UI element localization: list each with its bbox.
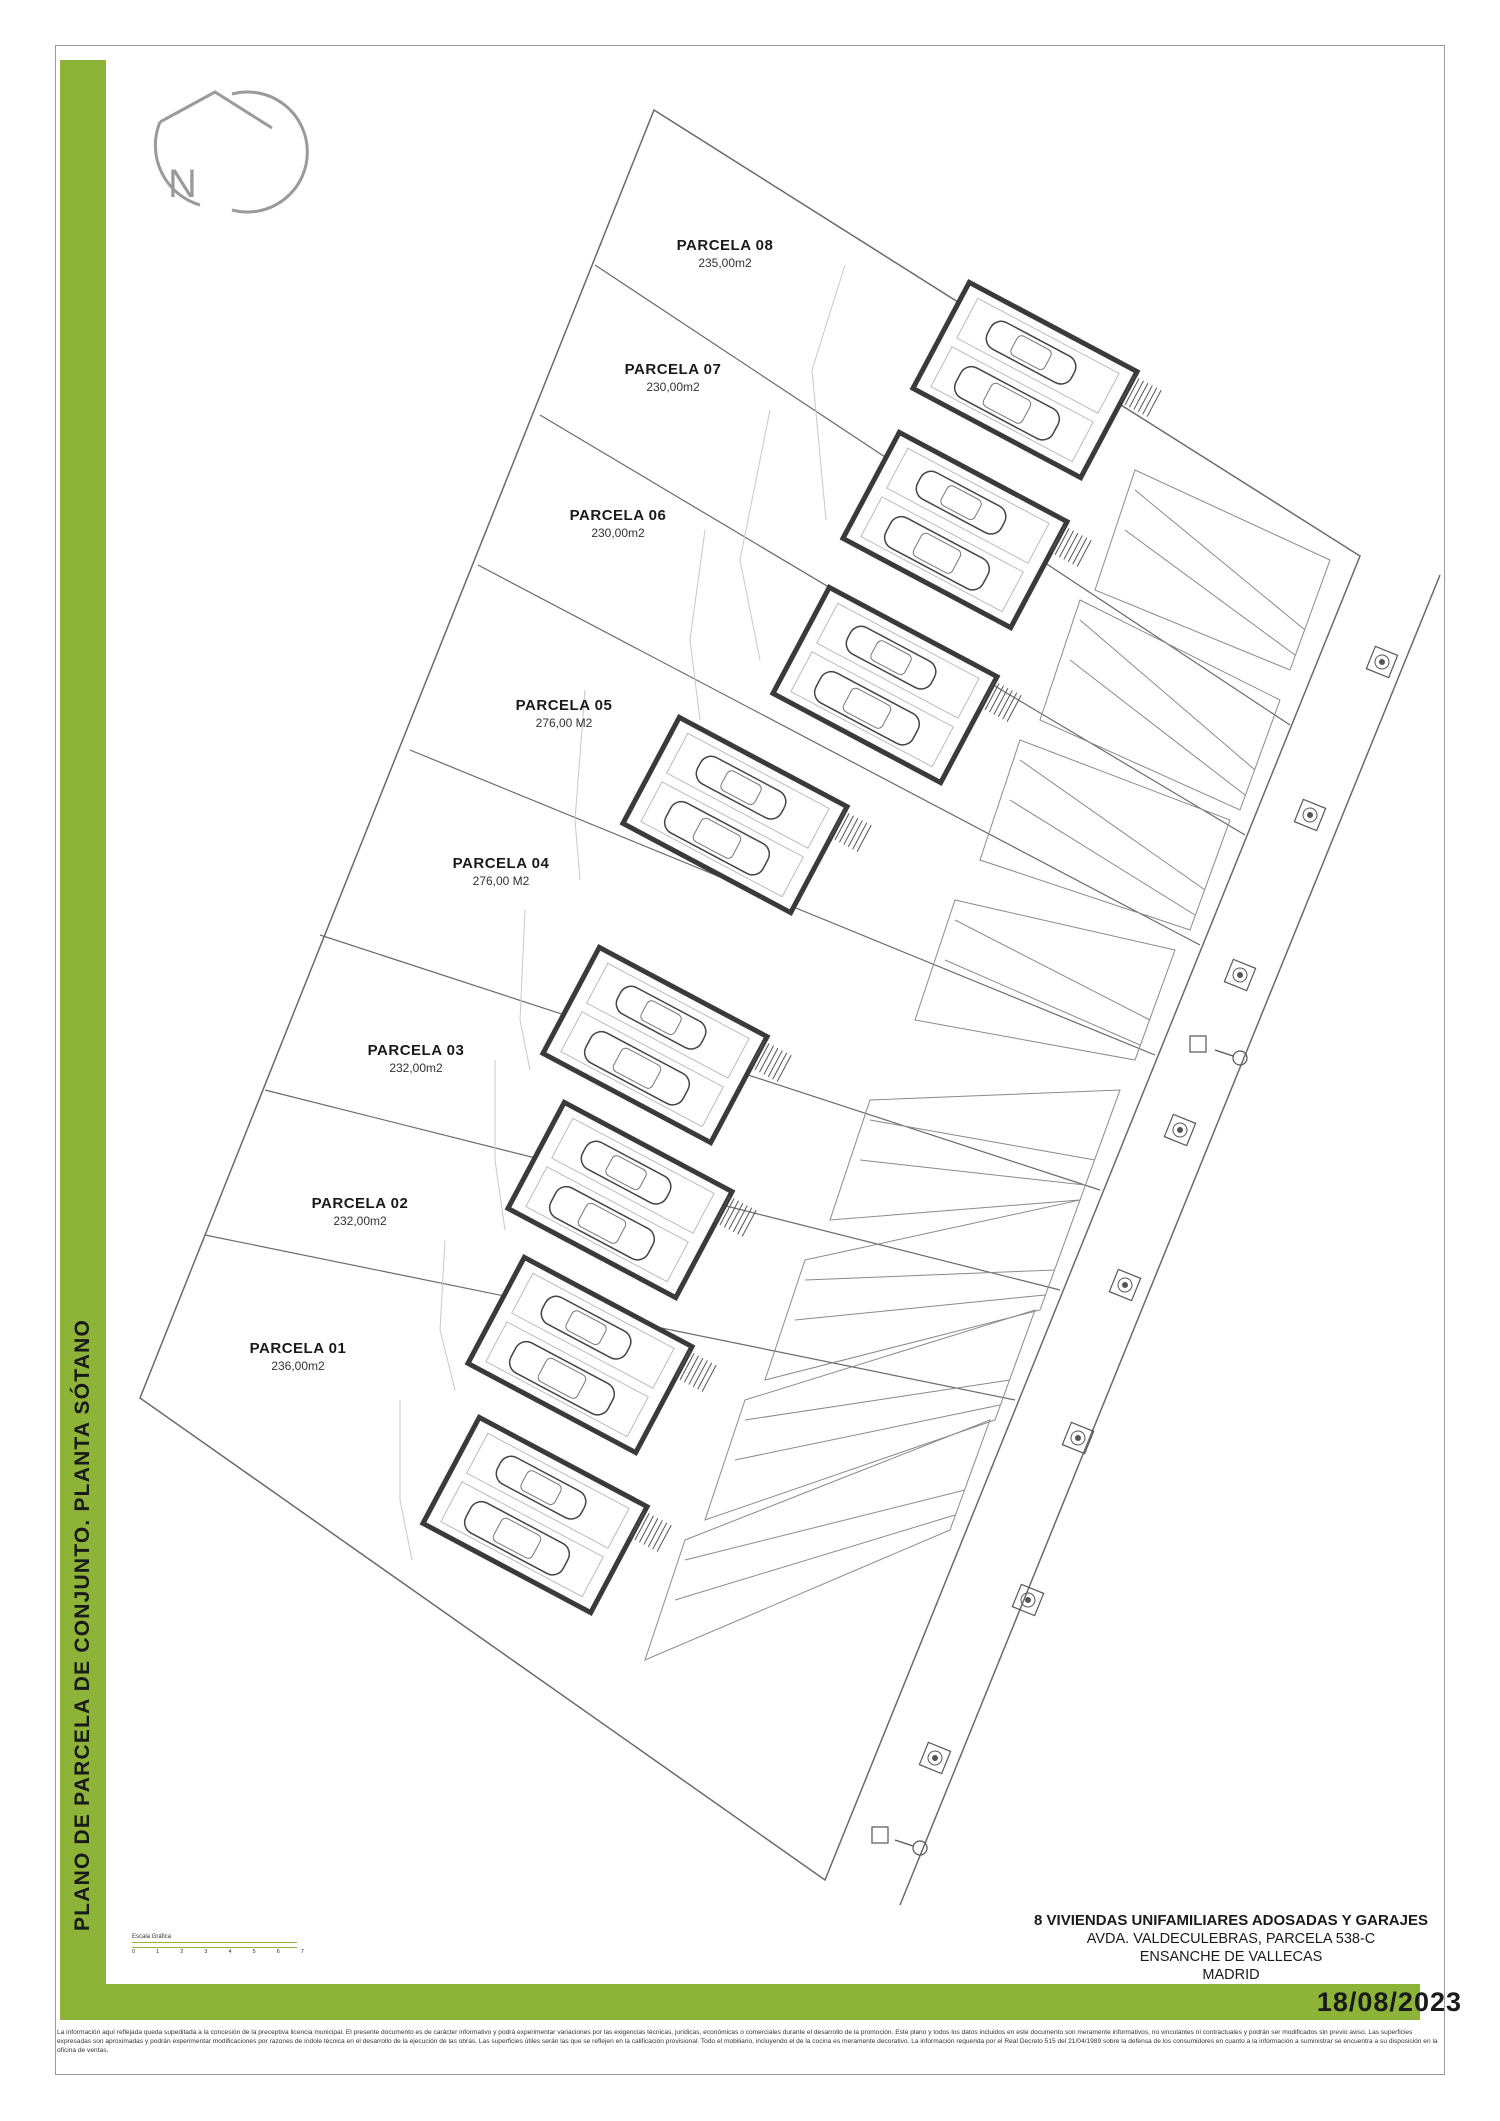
stair-step xyxy=(648,1520,662,1546)
stair-step xyxy=(777,1055,791,1081)
stair-step xyxy=(1073,538,1087,564)
tree-icon xyxy=(1109,1269,1140,1300)
project-address: AVDA. VALDECULEBRAS, PARCELA 538-C xyxy=(1086,1931,1376,1947)
ramp-hatch xyxy=(860,1160,1085,1185)
stair-step xyxy=(994,688,1008,714)
stair-step xyxy=(742,1210,756,1236)
ramp-hatch xyxy=(955,920,1150,1020)
parcel-area: 235,00m2 xyxy=(698,256,752,270)
stair-step xyxy=(768,1050,782,1076)
stair-step xyxy=(857,825,871,851)
stair-step xyxy=(702,1365,716,1391)
ramp-hatch xyxy=(1135,490,1305,630)
parcel-area: 232,00m2 xyxy=(389,1061,443,1075)
stair-step xyxy=(1077,540,1091,566)
stair-step xyxy=(844,818,858,844)
ramp-hatch xyxy=(745,1380,1010,1420)
stair-step xyxy=(644,1518,658,1544)
date-band xyxy=(60,1984,1420,2020)
ramp xyxy=(1040,600,1280,810)
street-bollard-icon xyxy=(872,1827,888,1843)
parcel-area: 230,00m2 xyxy=(646,380,700,394)
parcel-label: PARCELA 01 xyxy=(249,1340,347,1357)
stair-step xyxy=(693,1360,707,1386)
project-title: 8 VIVIENDAS UNIFAMILIARES ADOSADAS Y GARAJES xyxy=(1034,1912,1428,1929)
parcel-label: PARCELA 03 xyxy=(367,1042,465,1059)
scale-label: Escala Gráfica xyxy=(132,1934,172,1940)
parcel-label: PARCELA 02 xyxy=(311,1195,409,1212)
graphic-scale xyxy=(132,1934,302,1958)
north-logo-icon xyxy=(155,92,307,212)
stair-step xyxy=(1007,695,1021,721)
parcel-area: 276,00 M2 xyxy=(535,716,593,730)
stair-step xyxy=(1003,693,1017,719)
parcel-area: 276,00 M2 xyxy=(472,874,530,888)
ramp xyxy=(765,1200,1080,1380)
north-letter: N xyxy=(168,162,197,206)
stair-step xyxy=(1138,385,1152,411)
project-info xyxy=(1034,1912,1428,1984)
parcel-label: PARCELA 04 xyxy=(452,855,550,872)
ramp xyxy=(915,900,1175,1060)
plan-date: 18/08/2023 xyxy=(1316,1987,1462,2017)
stair-step xyxy=(689,1358,703,1384)
garage-wall xyxy=(623,717,847,912)
legal-disclaimer: La información aquí reflejada queda supeditada a la concesión de la preceptiva licencia municipal. El presente documento es de carácter informativo y podrá experimentar variaciones por las exigencias técnicas, jurídicas, económicas o comerciales durante el desarrollo de la promoción. Este plano y todos los datos incluidos en este documento son meramente informativos, no vinculantes ni contractuales y podrán ser modificados sin previo aviso. Las superficies expresadas son aproximadas y podrán experimentar modificaciones por razones de índole técnica en el desarrollo de la ejecución de las obras. Las superficies útiles serán las que se reflejen en la calificación provisional. Todo el mobiliario, incluyendo el de la cocina es meramente decorativo. La información requerida por el Real Decreto 515 del 21/04/1989 sobre la defensa de los consumidores en cuanto a la información a suministrar se encuentra a su disposición en la oficina de ventas. xyxy=(57,2029,1438,2054)
tree-icon xyxy=(1164,1114,1195,1145)
project-district: ENSANCHE DE VALLECAS xyxy=(1139,1949,1323,1965)
scale-ticks: 0 1 2 3 4 5 6 7 xyxy=(132,1949,304,1955)
parcel-area: 230,00m2 xyxy=(591,526,645,540)
ramp-hatch xyxy=(1010,800,1195,915)
plan-title: PLANO DE PARCELA DE CONJUNTO. PLANTA SÓTANO xyxy=(71,1318,94,1932)
stair-step xyxy=(998,690,1012,716)
stair-step xyxy=(1147,390,1161,416)
streetlight-arm xyxy=(1215,1050,1233,1056)
ramp xyxy=(645,1420,990,1660)
stair-step xyxy=(1143,388,1157,414)
parcel-label: PARCELA 05 xyxy=(515,697,613,714)
streetlight-icon xyxy=(913,1841,927,1855)
stair-step xyxy=(1064,533,1078,559)
stair-step xyxy=(657,1525,671,1551)
street xyxy=(900,575,1440,1905)
parcel-label: PARCELA 06 xyxy=(569,507,667,524)
ramp-hatch xyxy=(945,960,1140,1045)
stair-step xyxy=(853,823,867,849)
garage-wall xyxy=(843,432,1067,627)
project-city: MADRID xyxy=(1202,1967,1260,1983)
ramp xyxy=(1095,470,1330,670)
ramp-hatch xyxy=(805,1270,1055,1280)
ramp xyxy=(980,740,1230,930)
tree-icon xyxy=(1224,959,1255,990)
stair-step xyxy=(1068,535,1082,561)
parcel-label: PARCELA 07 xyxy=(624,361,722,378)
ramp-hatch xyxy=(1020,760,1205,890)
street-trees xyxy=(872,646,1398,1855)
stair-step xyxy=(764,1048,778,1074)
garage xyxy=(623,717,874,926)
ramp-hatch xyxy=(795,1295,1045,1320)
tree-icon xyxy=(1366,646,1397,677)
garage xyxy=(773,587,1024,796)
stair-step xyxy=(773,1053,787,1079)
garage-wall xyxy=(913,282,1137,477)
stair-step xyxy=(698,1363,712,1389)
garage-wall xyxy=(773,587,997,782)
stair-step xyxy=(1134,383,1148,409)
ramp-hatch xyxy=(870,1120,1095,1160)
parcel-label: PARCELA 08 xyxy=(676,237,774,254)
garage-blocks xyxy=(423,282,1164,1626)
ramp-hatch xyxy=(1070,660,1245,795)
garage-wall xyxy=(423,1417,647,1612)
parcel-area: 232,00m2 xyxy=(333,1214,387,1228)
stair-step xyxy=(653,1523,667,1549)
ramp xyxy=(705,1310,1035,1520)
tree-icon xyxy=(1294,799,1325,830)
streetlight-icon xyxy=(1233,1051,1247,1065)
scale-bar xyxy=(132,1942,297,1948)
plot-outline xyxy=(140,110,1360,1880)
stair-step xyxy=(848,820,862,846)
ramp-hatch xyxy=(1080,620,1255,770)
stair-step xyxy=(738,1208,752,1234)
parcel-area: 236,00m2 xyxy=(271,1359,325,1373)
streetlight-arm xyxy=(895,1840,913,1846)
tree-icon xyxy=(919,1742,950,1773)
ramp-hatch xyxy=(1125,530,1295,655)
street-bollard-icon xyxy=(1190,1036,1206,1052)
